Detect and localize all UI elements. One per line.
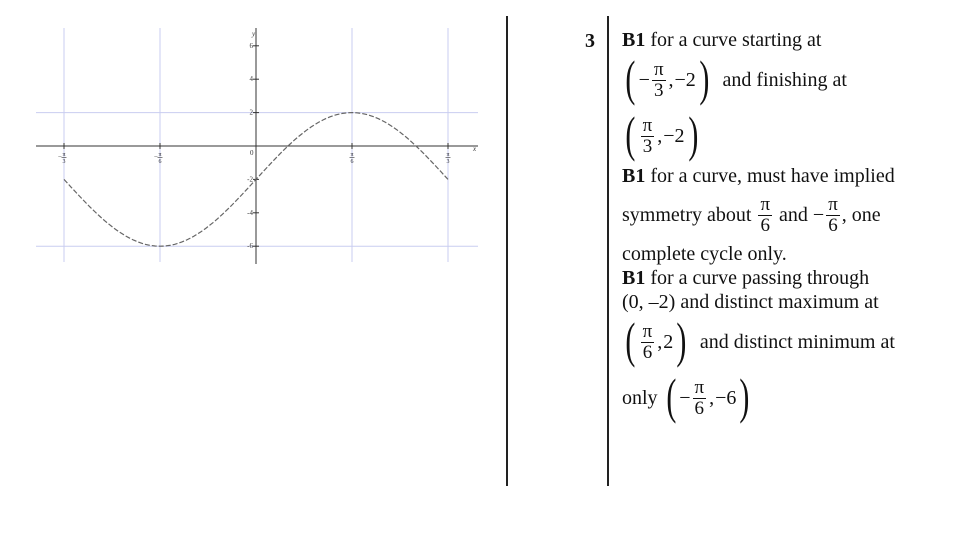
mark-text: (0, –2) and distinct maximum at — [622, 291, 879, 313]
x-tick-denominator: 3 — [62, 159, 66, 165]
minimum-point: ( − $\frac{\pi}{6}$ , −6 ) — [665, 368, 750, 424]
mark-text: for a curve passing through — [650, 267, 870, 289]
x-tick-sign: − — [57, 153, 62, 161]
mark-code: B1 — [622, 165, 646, 187]
x-tick-numerator: π — [446, 152, 450, 158]
mark-line — [622, 28, 952, 52]
mark-text: and distinct minimum at — [699, 331, 895, 353]
x-tick-numerator: π — [350, 152, 354, 158]
origin-label: 0 — [250, 149, 254, 157]
graph-tick-labels — [58, 30, 477, 250]
mark-line — [622, 52, 952, 108]
question-number: 3 — [585, 30, 595, 52]
x-tick-denominator: 6 — [158, 159, 162, 165]
mark-text: for a curve, must have implied — [650, 165, 895, 187]
mark-line — [622, 290, 952, 314]
x-tick-label — [350, 152, 355, 165]
mark-line — [622, 314, 952, 370]
x-tick-sign: − — [153, 153, 158, 161]
mark-line — [622, 164, 952, 188]
fraction: $\frac{\pi}{6}$ — [828, 193, 838, 236]
x-tick-denominator: 3 — [446, 159, 450, 165]
y-tick-label: -2 — [247, 175, 253, 184]
x-tick-label — [58, 152, 67, 165]
sketch-graph — [0, 0, 490, 290]
graph-gridlines — [36, 28, 478, 262]
mark-line: symmetry about $\frac{\pi}{6}$ and − $\frac{\pi}{6}$ , one — [622, 193, 881, 236]
column-divider-right — [607, 16, 609, 486]
mark-line — [622, 242, 952, 266]
mark-line — [622, 108, 952, 164]
mark-text: for a curve starting at — [650, 29, 822, 51]
mark-code: B1 — [622, 29, 646, 51]
maximum-point: ( $\frac{\pi}{6}$ , 2 ) — [625, 312, 687, 368]
mark-text: only — [622, 387, 658, 409]
x-tick-label — [446, 152, 451, 165]
column-divider-left — [506, 16, 508, 486]
y-axis-label: y — [252, 30, 256, 38]
mark-code: B1 — [622, 267, 646, 289]
x-axis-label: x — [473, 145, 477, 153]
x-tick-numerator: π — [62, 152, 66, 158]
fraction: $\frac{\pi}{6}$ — [760, 193, 771, 236]
y-tick-label: 4 — [249, 75, 253, 84]
y-tick-label: 2 — [249, 108, 253, 117]
start-point: ( − $\frac{\pi}{3}$ , −2 ) — [625, 50, 710, 106]
mark-text: and finishing at — [722, 69, 847, 91]
x-tick-label — [154, 152, 163, 165]
y-tick-label: -6 — [247, 242, 253, 251]
mark-text: symmetry about — [622, 204, 752, 226]
graph-axes — [36, 28, 478, 264]
x-tick-numerator: π — [158, 152, 162, 158]
x-tick-denominator: 6 — [350, 159, 354, 165]
mark-scheme — [622, 28, 952, 426]
mark-line — [622, 370, 952, 426]
y-tick-label: 6 — [249, 41, 253, 50]
end-point: ( $\frac{\pi}{3}$ , −2 ) — [625, 106, 698, 162]
mark-text: complete cycle only. — [622, 243, 787, 265]
y-tick-label: -4 — [247, 208, 253, 217]
mark-line — [622, 266, 952, 290]
